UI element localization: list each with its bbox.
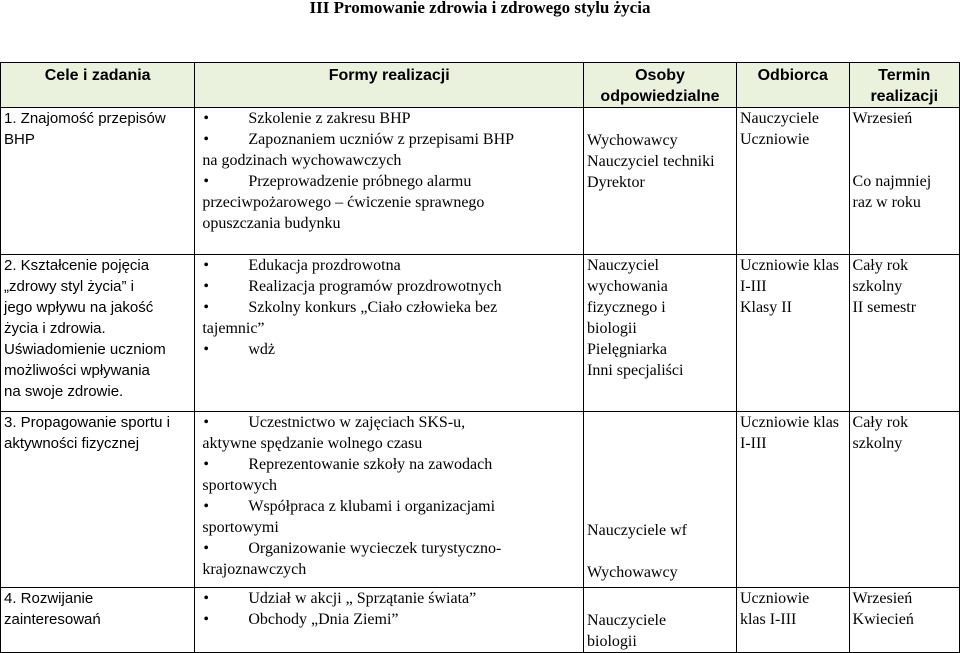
- bullet-continuation: aktywne spędzanie wolnego czasu: [202, 435, 423, 452]
- term-cell: [849, 255, 959, 412]
- audience-line: Nauczyciele: [739, 110, 820, 127]
- term-line: Cały rok: [852, 414, 909, 431]
- audience-line: Uczniowie: [739, 590, 810, 607]
- bullet-text: Obchody „Dnia Ziemi”: [248, 611, 399, 628]
- bullet-item: [198, 276, 580, 297]
- bullet-text: Przeprowadzenie próbnego alarmu: [248, 173, 472, 190]
- person-line: Nauczyciel techniki: [587, 153, 715, 170]
- audience-cell: [736, 108, 849, 255]
- table-header-row: [1, 63, 960, 108]
- header-persons: Osoby odpowiedzialne: [584, 63, 737, 108]
- bullet-continuation: przeciwpożarowego – ćwiczenie sprawnego: [202, 194, 485, 211]
- bullet-text: wdż: [248, 341, 275, 358]
- goal-cell: [1, 108, 195, 255]
- bullet-text: Realizacja programów prozdrowotnych: [248, 278, 502, 295]
- goal-line: 3. Propagowanie sportu i: [4, 414, 170, 431]
- bullet-item: [198, 412, 580, 433]
- goal-cell: [1, 588, 195, 653]
- term-line: Cały rok: [852, 257, 909, 274]
- person-line: Wychowawcy: [587, 132, 678, 149]
- bullet-item: [198, 538, 580, 559]
- term-line: szkolny: [852, 278, 903, 295]
- header-audience: Odbiorca: [736, 63, 849, 108]
- bullet-item: [198, 129, 580, 150]
- audience-line: klas I-III: [739, 611, 797, 628]
- person-line: Wychowawcy: [587, 564, 678, 581]
- audience-cell: [736, 588, 849, 653]
- bullet-text: Edukacja prozdrowotna: [248, 257, 401, 274]
- person-line: biologii: [587, 320, 637, 337]
- bullet-item: [198, 255, 580, 276]
- goal-line: 1. Znajomość przepisów: [4, 110, 166, 127]
- person-line: Nauczyciele: [587, 612, 667, 629]
- bullet-continuation: sportowymi: [202, 519, 279, 536]
- persons-cell: [584, 255, 737, 412]
- bullet-text: Szkolny konkurs „Ciało człowieka bez: [248, 299, 498, 316]
- term-cell: [849, 412, 959, 588]
- person-line: biologii: [587, 633, 637, 650]
- term-line: Wrzesień: [852, 590, 913, 607]
- bullet-text: Reprezentowanie szkoły na zawodach: [248, 456, 493, 473]
- audience-line: I-III: [739, 278, 767, 295]
- bullet-text: Zapoznaniem uczniów z przepisami BHP: [248, 131, 515, 148]
- goal-line: jego wpływu na jakość: [4, 299, 154, 316]
- person-line: Nauczyciele wf: [587, 522, 687, 539]
- audience-line: Uczniowie klas: [739, 414, 840, 431]
- audience-line: Klasy II: [739, 299, 792, 316]
- term-line: Co najmniej: [852, 173, 932, 190]
- term-cell: [849, 108, 959, 255]
- term-line: Wrzesień: [852, 110, 913, 127]
- forms-cell: [195, 588, 584, 653]
- goal-line: Uświadomienie uczniom: [4, 341, 166, 358]
- bullet-text: Szkolenie z zakresu BHP: [248, 110, 411, 127]
- goal-line: 4. Rozwijanie: [4, 590, 94, 607]
- persons-cell: [584, 588, 737, 653]
- table-row: [1, 588, 960, 653]
- goal-cell: [1, 255, 195, 412]
- audience-cell: [736, 255, 849, 412]
- goal-line: 2. Kształcenie pojęcia: [4, 257, 150, 274]
- bullet-item: [198, 339, 580, 360]
- header-goals: Cele i zadania: [1, 63, 195, 108]
- header-term: Termin realizacji: [849, 63, 959, 108]
- bullet-item: [198, 454, 580, 475]
- bullet-text: Współpraca z klubami i organizacjami: [248, 498, 496, 515]
- bullet-text: Udział w akcji „ Sprzątanie świata”: [248, 590, 477, 607]
- persons-cell: [584, 108, 737, 255]
- forms-list: [198, 255, 580, 360]
- forms-list: [198, 412, 580, 580]
- forms-cell: [195, 412, 584, 588]
- term-line: [853, 129, 956, 150]
- term-line: II semestr: [852, 299, 917, 316]
- goal-line: BHP: [4, 131, 35, 148]
- term-line: Kwiecień: [852, 611, 914, 628]
- bullet-text: Uczestnictwo w zajęciach SKS-u,: [248, 414, 466, 431]
- page-title: III Promowanie zdrowia i zdrowego stylu życia: [309, 0, 651, 17]
- forms-list: [198, 588, 580, 630]
- table-row: [1, 412, 960, 588]
- forms-list: [198, 108, 580, 234]
- person-line: Pielęgniarka: [587, 341, 667, 358]
- person-line: [587, 478, 733, 499]
- term-line: raz w roku: [852, 194, 921, 211]
- bullet-continuation: na godzinach wychowawczych: [202, 152, 402, 169]
- forms-cell: [195, 255, 584, 412]
- persons-cell: [584, 412, 737, 588]
- bullet-item: [198, 297, 580, 318]
- audience-line: Uczniowie klas: [739, 257, 840, 274]
- bullet-continuation: tajemnic”: [202, 320, 265, 337]
- goal-line: zainteresowań: [4, 611, 101, 628]
- table-row: [1, 255, 960, 412]
- person-line: [587, 541, 733, 562]
- goal-line: na swoje zdrowie.: [4, 383, 124, 400]
- person-line: [587, 457, 733, 478]
- bullet-continuation: sportowych: [202, 477, 277, 494]
- person-line: [587, 499, 733, 520]
- goal-line: aktywności fizycznej: [4, 435, 140, 452]
- person-line: wychowania: [587, 278, 668, 295]
- bullet-item: [198, 108, 580, 129]
- bullet-continuation: krajoznawczych: [202, 561, 307, 578]
- audience-line: I-III: [739, 435, 767, 452]
- bullet-text: Organizowanie wycieczek turystyczno-: [248, 540, 502, 557]
- person-line: Dyrektor: [587, 174, 645, 191]
- table-row: [1, 108, 960, 255]
- goal-line: „zdrowy styl życia” i: [4, 278, 135, 295]
- bullet-item: [198, 171, 580, 192]
- header-forms: Formy realizacji: [195, 63, 584, 108]
- audience-cell: [736, 412, 849, 588]
- person-line: Nauczyciel: [587, 257, 659, 274]
- person-line: fizycznego i: [587, 299, 666, 316]
- forms-cell: [195, 108, 584, 255]
- goal-cell: [1, 412, 195, 588]
- person-line: Inni specjaliści: [587, 362, 684, 379]
- goal-line: możliwości wpływania: [4, 362, 150, 379]
- goal-line: życia i zdrowia.: [4, 320, 106, 337]
- term-line: szkolny: [852, 435, 903, 452]
- term-line: [853, 150, 956, 171]
- term-cell: [849, 588, 959, 653]
- bullet-item: [198, 496, 580, 517]
- plan-table: [0, 62, 960, 653]
- bullet-continuation: opuszczania budynku: [202, 215, 341, 232]
- bullet-item: [198, 588, 580, 609]
- audience-line: Uczniowie: [739, 131, 810, 148]
